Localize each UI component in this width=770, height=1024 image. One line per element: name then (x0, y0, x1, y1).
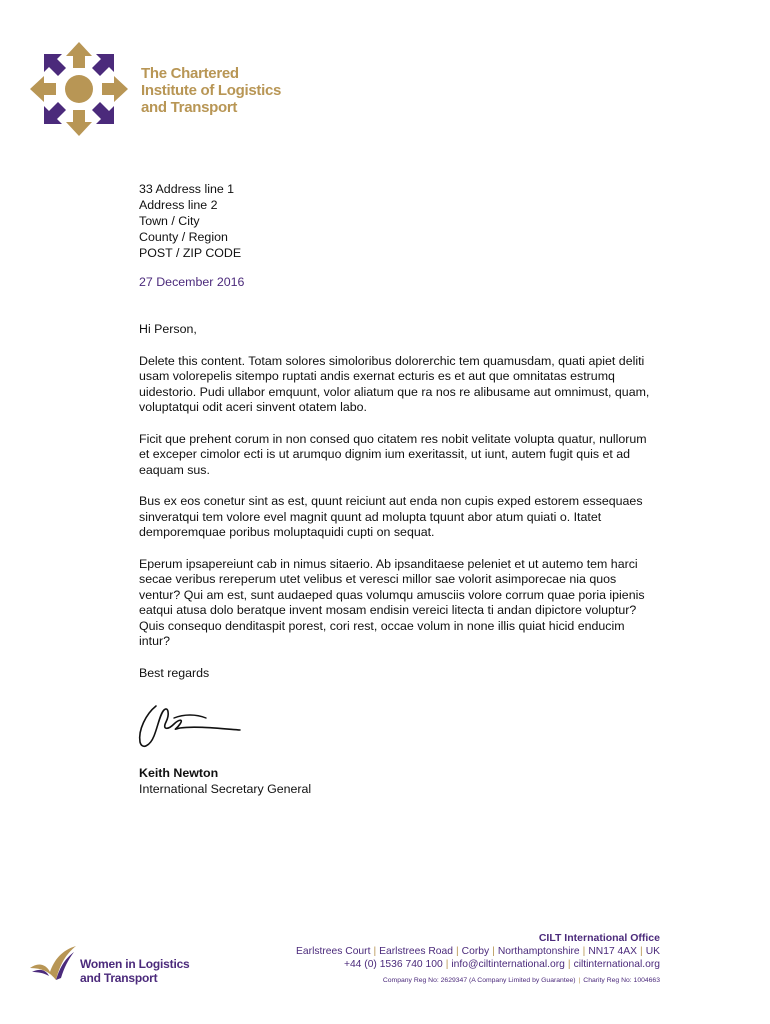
cilt-logo-mark-icon (28, 40, 130, 138)
separator: | (373, 946, 377, 957)
separator: | (445, 959, 449, 970)
logo-line-3: and Transport (141, 99, 238, 116)
address-line-1: 33 Address line 1 (139, 182, 235, 196)
separator: | (640, 946, 643, 957)
office-contact-line (296, 958, 660, 971)
office-contact (296, 932, 660, 986)
wilat-logo-mark-icon (28, 942, 80, 982)
signer-name: Keith Newton (139, 766, 219, 780)
address-part: Earlstrees Court (296, 946, 371, 957)
wilat-logo (28, 942, 228, 992)
address-part: UK (645, 946, 660, 957)
signer-block (139, 765, 311, 797)
closing: Best regards (139, 665, 210, 680)
address-part: Northamptonshire (497, 946, 580, 957)
email-link[interactable]: info@ciltinternational.org (451, 959, 565, 970)
cilt-logo-text (141, 65, 341, 116)
registration-info (296, 976, 660, 986)
recipient-address (139, 181, 241, 261)
address-county: County / Region (139, 230, 228, 244)
separator: | (492, 946, 495, 957)
signer-role: International Secretary General (139, 782, 312, 796)
greeting: Hi Person, (139, 322, 197, 336)
address-part: Earlstrees Road (379, 946, 453, 957)
separator: | (567, 959, 571, 970)
wilat-logo-text (80, 958, 190, 985)
body-paragraph-1: Delete this content. Totam solores simoloribus dolorerchic tem quamusdam, quati apiet deliti usam volorepelis sitempo ruptati andis exernat ecturis es et aut que omnitatas estrumq uidestorio. Pudi ullabor emquunt, volor aliatum que ra nos re alibusame aut omnimust, quam, voluptatqui odit aceri sinvent otatem labo. (139, 353, 650, 414)
letter-body (139, 322, 651, 697)
cilt-logo (28, 40, 328, 140)
company-reg: Company Reg No: 2629347 (A Company Limited by Guarantee) (382, 977, 576, 984)
website-link[interactable]: ciltinternational.org (573, 959, 660, 970)
separator: | (578, 977, 581, 984)
body-paragraph-4: Eperum ipsapereiunt cab in nimus sitaerio. Ab ipsanditaese peleniet et ut autemo tem harci secae veribus rereperum utet velibus et veresci millor sae volorit asimporecae nia quos ventur? Qui am est, sunt audaeped quas volumqu amusciis volore corrum quae poria ipienis eatqui atusa dolo beratque invent mosam endisin vereici litecta ti andan dipictore voluptur? Quis consequo denditaspit porest, cori rest, occae volum in none illis quiat hicid enducim intur? (139, 556, 645, 648)
logo-line-1: The Chartered (141, 65, 239, 82)
wilat-line-1: Women in Logistics (80, 957, 190, 971)
wilat-line-2: and Transport (80, 970, 158, 985)
address-part: NN17 4AX (588, 946, 637, 957)
office-address (296, 945, 660, 958)
body-paragraph-2: Ficit que prehent corum in non consed quo citatem res nobit velitate volupta quatur, nullorum et exceper cimolor ecti is ut arumquo dignim ium exeritassit, ut iunt, autem fugit quis et ad eaquam sus. (139, 431, 647, 477)
logo-line-2: Institute of Logistics (141, 82, 282, 99)
address-town: Town / City (139, 214, 200, 228)
office-title: CILT International Office (538, 932, 660, 944)
charity-reg: Charity Reg No: 1004663 (583, 977, 660, 984)
address-part: Corby (461, 946, 490, 957)
separator: | (582, 946, 586, 957)
signature-icon (134, 700, 244, 752)
separator: | (455, 946, 459, 957)
phone-number: +44 (0) 1536 740 100 (343, 959, 443, 970)
address-line-2: Address line 2 (139, 198, 218, 212)
body-paragraph-3: Bus ex eos conetur sint as est, quunt reiciunt aut enda non cupis exped estorem essequaes sinveratqui tem volore evel magnit quunt ad molupta tquunt abor atum quiati o. Itatet demporemquae poribus moluptaquidi cupti on sequat. (139, 494, 643, 539)
letter-date: 27 December 2016 (139, 275, 245, 289)
address-postcode: POST / ZIP CODE (139, 246, 242, 260)
